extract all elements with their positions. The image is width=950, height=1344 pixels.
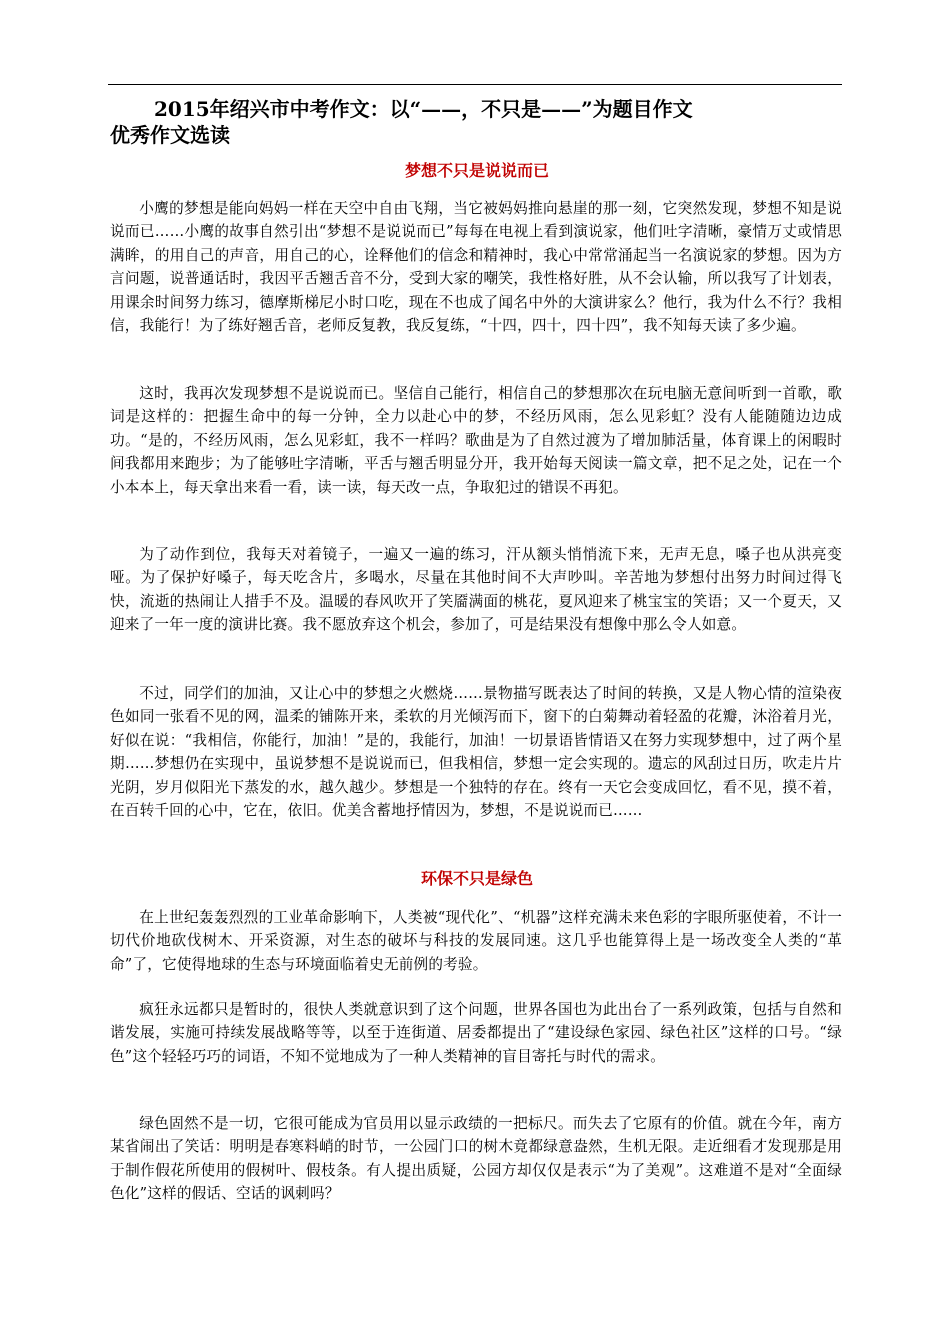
paragraph: 不过，同学们的加油，又让心中的梦想之火燃烧……景物描写既表达了时间的转换，又是人物心情的渲染夜色如同一张看不见的网，温柔的铺陈开来，柔软的月光倾泻而下，窗下的白菊舞动着轻盈的花瓣，沐浴着月光，好似在说：“我相信，你能行，加油！”是的，我能行，加油！一切景语皆情语又在努力实现梦想中，过了两个星期……梦想仍在实现中，虽说梦想不是说说而已，但我相信，梦想一定会实现的。遗忘的风刮过日历，吹走片片光阴，岁月似阳光下蒸发的水，越久越少。梦想是一个独特的存在。终有一天它会变成回忆，看不见，摸不着，在百转千回的心中，它在，依旧。优美含蓄地抒情因为，梦想，不是说说而已…… [110, 685, 842, 820]
paragraph: 绿色固然不是一切，它很可能成为官员用以显示政绩的一把标尺。而失去了它原有的价值。就在今年，南方某省闹出了笑话：明明是春寒料峭的时节，一公园门口的树木竟都绿意盎然，生机无限。走近细看才发现那是用于制作假花所使用的假树叶、假枝条。有人提出质疑，公园方却仅仅是表示“为了美观”。这难道不是对“全面绿色化”这样的假话、空话的讽刺吗？ [110, 1115, 842, 1203]
paragraph: 小鹰的梦想是能向妈妈一样在天空中自由飞翔，当它被妈妈推向悬崖的那一刻，它突然发现，梦想不知是说说而已……小鹰的故事自然引出“梦想不是说说而已”每每在电视上看到演说家，他们吐字清晰，豪情万丈或情思满眸，的用自己的声音，用自己的心，诠释他们的信念和精神时，我心中常常涌起当一名演说家的梦想。因为方言问题，说普通话时，我因平舌翘舌音不分，受到大家的嘲笑，我性格好胜，从不会认输，所以我写了计划表，用课余时间努力练习，德摩斯梯尼小时口吃，现在不也成了闻名中外的大演讲家么？他行，我为什么不行？我相信，我能行！为了练好翘舌音，老师反复教，我反复练，“十四，四十，四十四”，我不知每天读了多少遍。 [110, 200, 842, 335]
section-heading-dream: 梦想不只是说说而已 [404, 161, 549, 180]
paragraph: 这时，我再次发现梦想不是说说而已。坚信自己能行，相信自己的梦想那次在玩电脑无意间听到一首歌，歌词是这样的：把握生命中的每一分钟，全力以赴心中的梦，不经历风雨，怎么见彩虹？没有人能随随边边成功。“是的，不经历风雨，怎么见彩虹，我不一样吗？歌曲是为了自然过渡为了增加肺活量，体育课上的闲暇时间我都用来跑步；为了能够吐字清晰，平舌与翘舌明显分开，我开始每天阅读一篇文章，把不足之处，记在一个小本本上，每天拿出来看一看，读一读，每天改一点，争取犯过的错误不再犯。 [110, 385, 842, 496]
section-heading-environment: 环保不只是绿色 [420, 869, 533, 888]
header-rule [108, 84, 842, 85]
title-line-1: 2015年绍兴市中考作文：以“——，不只是——”为题目作文 [154, 97, 693, 121]
paragraph: 在上世纪轰轰烈烈的工业革命影响下，人类被“现代化”、“机器”这样充满未来色彩的字眼所驱使着，不计一切代价地砍伐树木、开采资源，对生态的破坏与科技的发展同速。这几乎也能算得上是一场改变全人类的“革命”了，它使得地球的生态与环境面临着史无前例的考验。 [110, 909, 842, 973]
paragraph: 为了动作到位，我每天对着镜子，一遍又一遍的练习，汗从额头悄悄流下来，无声无息，嗓子也从洪亮变哑。为了保护好嗓子，每天吃含片，多喝水，尽量在其他时间不大声吵叫。辛苦地为梦想付出努力时间过得飞快，流逝的热闹让人措手不及。温暖的春风吹开了笑靥满面的桃花，夏风迎来了桃宝宝的笑语；又一个夏天，又迎来了一年一度的演讲比赛。我不愿放弃这个机会，参加了，可是结果没有想像中那么令人如意。 [110, 546, 842, 634]
document-title [110, 96, 844, 148]
paragraph: 疯狂永远都只是暂时的，很快人类就意识到了这个问题，世界各国也为此出台了一系列政策，包括与自然和谐发展，实施可持续发展战略等等，以至于连街道、居委都提出了“建设绿色家园、绿色社区”这样的口号。“绿色”这个轻轻巧巧的词语，不知不觉地成为了一种人类精神的盲目寄托与时代的需求。 [110, 1001, 842, 1065]
title-line-2: 优秀作文选读 [110, 123, 230, 147]
